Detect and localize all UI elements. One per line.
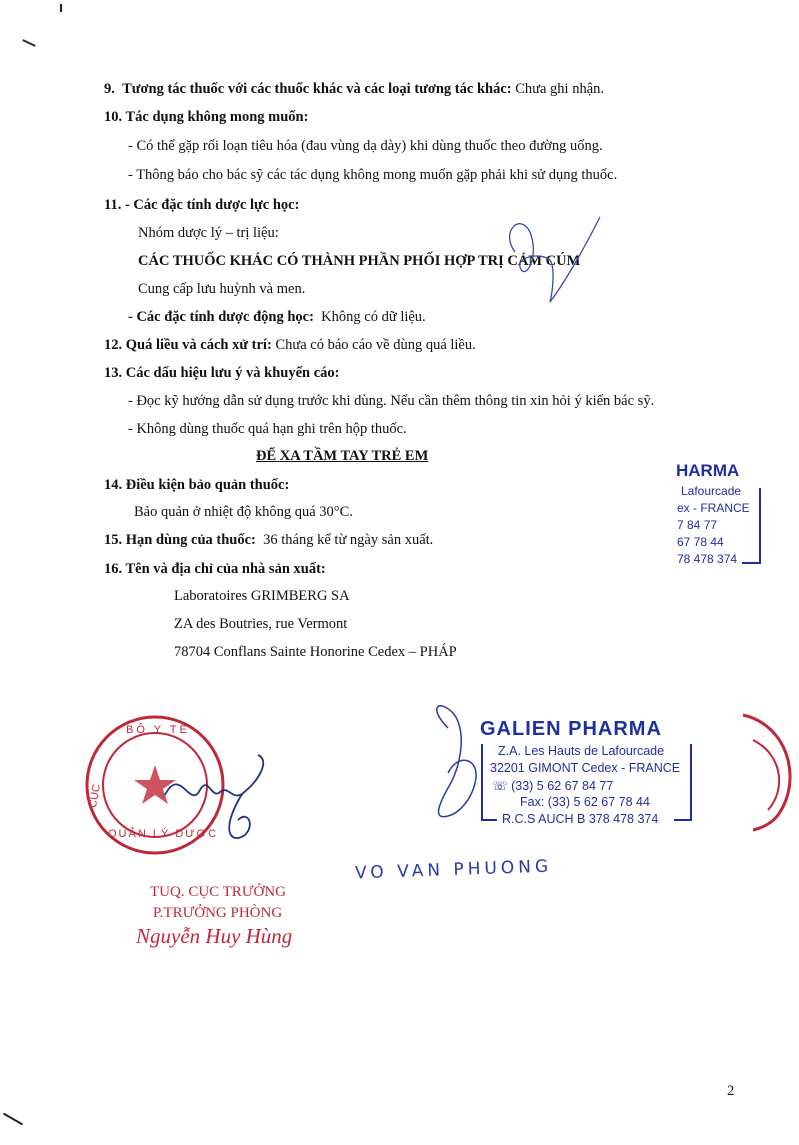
manufacturer-name: Laboratoires GRIMBERG SA — [174, 588, 350, 604]
stamp-border-right — [690, 744, 692, 820]
partial-stamp-line: 78 478 374 — [677, 552, 738, 566]
checkmark-signature — [495, 212, 605, 307]
section-14-heading — [104, 476, 289, 494]
section-label: - Các đặc tính dược lực học: — [124, 197, 300, 213]
section-15 — [104, 531, 433, 549]
pharmacokinetics-label: - Các đặc tính dược động học: — [128, 309, 314, 325]
section-13-heading — [104, 364, 340, 382]
section-10-bullet-2: - Thông báo cho bác sỹ các tác dụng không mong muốn gặp phải khi sử dụng thuốc. — [128, 167, 618, 183]
section-16-heading — [104, 560, 326, 578]
section-number: 15. — [104, 532, 123, 548]
partial-stamp-line: Lafourcade — [681, 484, 742, 498]
partial-stamp-line: 7 84 77 — [677, 518, 718, 532]
section-10-heading — [104, 108, 308, 126]
company-stamp-line: Z.A. Les Hauts de Lafourcade — [498, 744, 665, 758]
scan-mark-corner — [22, 39, 36, 47]
section-value: 36 tháng kể từ ngày sản xuất. — [263, 532, 434, 548]
company-stamp-line: R.C.S AUCH B 378 478 374 — [502, 812, 659, 826]
company-stamp-line: 32201 GIMONT Cedex - FRANCE — [490, 761, 681, 775]
section-number: 10. — [104, 109, 123, 125]
supply-note: Cung cấp lưu huỳnh và men. — [138, 281, 306, 297]
company-signature — [418, 698, 498, 828]
section-number: 12. — [104, 337, 123, 353]
seal-text-bottom: QUẢN LÝ DƯỢC — [108, 828, 219, 840]
pharmacological-group-label: Nhóm dược lý – trị liệu: — [138, 225, 279, 241]
signatory-line-2: P.TRƯỞNG PHÒNG — [153, 905, 283, 921]
company-stamp-line: Fax: (33) 5 62 67 78 44 — [520, 795, 650, 809]
pharmacological-group-value: CÁC THUỐC KHÁC CÓ THÀNH PHẦN PHỐI HỢP TRỊ CẢM CÚM — [138, 253, 581, 269]
company-stamp-line: ☏ (33) 5 62 67 84 77 — [492, 779, 614, 793]
page-number: 2 — [727, 1083, 735, 1099]
seal-text-top: BỘ Y TẾ — [126, 724, 190, 736]
section-number: 14. — [104, 477, 123, 493]
section-number: 11. — [104, 197, 122, 213]
scan-mark-bottom — [3, 1113, 23, 1126]
partial-stamp-border — [742, 562, 761, 564]
section-13-bullet-1: - Đọc kỹ hướng dẫn sử dụng trước khi dùng. Nếu cần thêm thông tin xin hỏi ý kiến bác sỹ. — [128, 393, 655, 409]
signatory-name: Nguyễn Huy Hùng — [136, 924, 293, 948]
section-label: Quá liều và cách xử trí: — [125, 337, 272, 353]
manufacturer-city: 78704 Conflans Sainte Honorine Cedex – PHÁP — [174, 644, 457, 660]
section-number: 13. — [104, 365, 123, 381]
section-label: Hạn dùng của thuốc: — [125, 532, 256, 548]
partial-stamp-line: 67 78 44 — [677, 535, 724, 549]
signatory-line-1: TUQ. CỤC TRƯỞNG — [150, 884, 286, 900]
phone-number: (33) 5 62 67 84 77 — [511, 779, 614, 793]
handwritten-name: VO VAN PHUONG — [354, 856, 553, 884]
section-12 — [104, 336, 476, 354]
seal-signature — [150, 750, 280, 850]
section-label: Tương tác thuốc với các thuốc khác và các loại tương tác khác: — [122, 81, 512, 97]
section-11-heading — [104, 196, 299, 214]
company-stamp-name: GALIEN PHARMA — [480, 718, 662, 740]
section-number: 9. — [104, 81, 115, 97]
section-label: Tác dụng không mong muốn: — [125, 109, 309, 125]
seal-text-left: CỤC — [86, 783, 103, 809]
section-label: Tên và địa chỉ của nhà sản xuất: — [125, 561, 326, 577]
section-9 — [104, 80, 604, 98]
partial-stamp-line: HARMA — [676, 461, 740, 480]
section-value: Chưa ghi nhận. — [515, 81, 605, 97]
pharmacokinetics — [128, 308, 426, 326]
partial-stamp-border — [759, 488, 761, 564]
partial-seal-right — [728, 710, 799, 830]
manufacturer-street: ZA des Boutries, rue Vermont — [174, 616, 348, 632]
section-value: Chưa có báo cáo về dùng quá liều. — [275, 337, 476, 353]
pharmacokinetics-value: Không có dữ liệu. — [321, 309, 426, 325]
section-13-bullet-2: - Không dùng thuốc quá hạn ghi trên hộp thuốc. — [128, 421, 407, 437]
section-label: Điều kiện bảo quản thuốc: — [125, 477, 290, 493]
section-number: 16. — [104, 561, 123, 577]
storage-value: Bảo quản ở nhiệt độ không quá 30°C. — [134, 504, 353, 520]
child-warning: ĐỂ XA TẦM TAY TRẺ EM — [256, 448, 429, 464]
partial-stamp-line: ex - FRANCE — [677, 501, 750, 515]
stamp-border-bottom-right — [674, 819, 692, 821]
section-10-bullet-1: - Có thể gặp rối loạn tiêu hóa (đau vùng dạ dày) khi dùng thuốc theo đường uống. — [128, 138, 603, 154]
section-label: Các dấu hiệu lưu ý và khuyến cáo: — [125, 365, 340, 381]
scan-mark-top — [60, 4, 62, 12]
